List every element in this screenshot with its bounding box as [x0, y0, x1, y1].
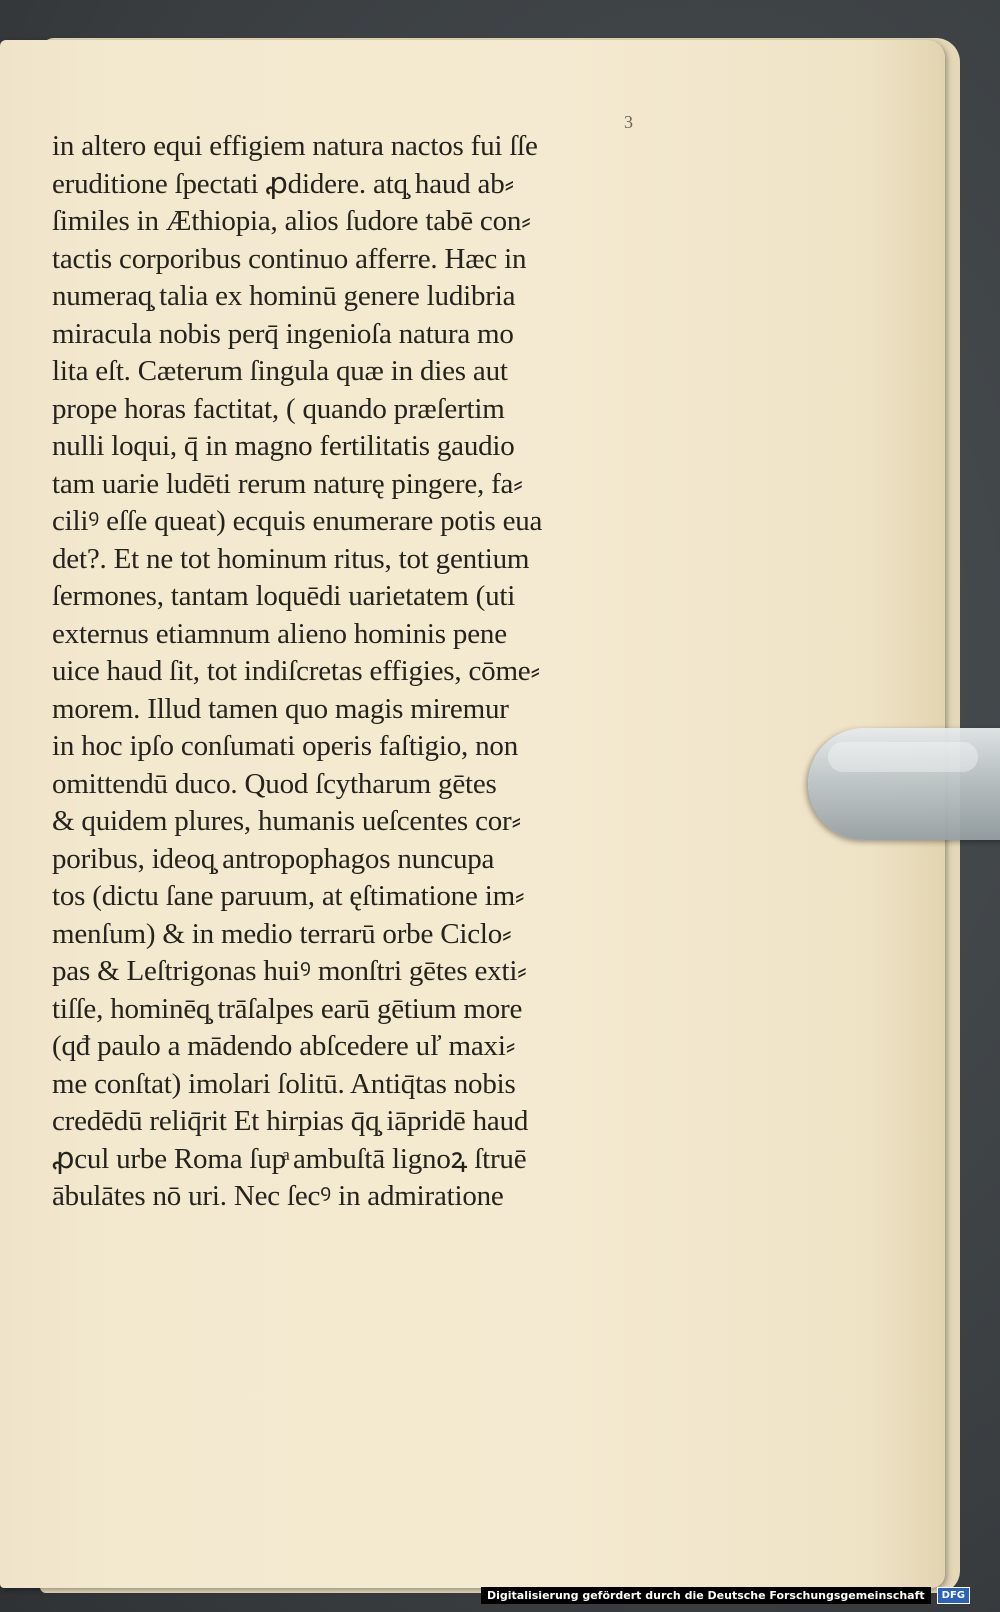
text-line: tiſſe, hominēq̧ trāſalpes earū gētium more: [52, 992, 523, 1025]
page-text: [52, 128, 672, 1216]
text-line: numeraq̧ talia ex hominū genere ludibria: [52, 280, 516, 312]
text-line: credēdū reliq̄rit Et hirpias q̄q̧ iāpridē haud: [52, 1105, 529, 1137]
text-line: externus etiamnum alieno hominis pene: [52, 617, 507, 650]
credit-text: Digitalisierung gefördert durch die Deutsche Forschungsgemeinschaft: [481, 1587, 931, 1604]
text-line: me conſtat) imolari ſolitū. Antiq̄tas nobis: [52, 1067, 516, 1100]
text-line: ꝓcul urbe Roma ſupͣ ambuſtā lignoꝝ ſtruē: [52, 1142, 527, 1175]
dfg-logo: DFG: [937, 1587, 970, 1604]
text-line: ābulātes nō uri. Nec ſecꝰ in admiratione: [52, 1180, 504, 1212]
text-line: (qđ paulo a mādendo abſcedere uľ maxi⸗: [52, 1030, 516, 1062]
text-line: tam uarie ludēti rerum naturę pingere, fa⸗: [52, 467, 523, 500]
text-line: nulli loqui, q̄ in magno fertilitatis gaudio: [52, 430, 515, 462]
text-line: det?. Et ne tot hominum ritus, tot gentium: [52, 542, 530, 575]
text-line: ciliꝰ eſſe queat) ecquis enumerare potis eua: [52, 505, 543, 537]
text-line: omittendū duco. Quod ſcytharum gētes: [52, 767, 497, 800]
text-line: uice haud ſit, tot indiſcretas effigies, cōme⸗: [52, 655, 540, 687]
folio-mark: 3: [624, 112, 633, 132]
text-line: & quidem plures, humanis ueſcentes cor⸗: [52, 805, 521, 837]
text-line: poribus, ideoq̧ antropophagos nuncupa: [52, 842, 495, 875]
text-line: pas & Leſtrigonas huiꝰ monſtri gētes exti⸗: [52, 955, 527, 987]
page-clip: [808, 728, 1000, 840]
text-line: lita eſt. Cæterum ſingula quæ in dies aut: [52, 355, 508, 387]
clip-highlight: [828, 742, 978, 772]
text-line: ſimiles in Æthiopia, alios ſudore tabē con⸗: [52, 205, 531, 237]
text-line: ſermones, tantam loquēdi uarietatem (uti: [52, 580, 516, 612]
text-line: eruditione ſpectati ꝓdidere. atq̧ haud ab⸗: [52, 167, 514, 200]
text-line: in altero equi effigiem natura nactos fui ſſe: [52, 130, 538, 162]
text-line: prope horas factitat, ( quando præſertim: [52, 392, 505, 425]
digitization-credit: [481, 1584, 970, 1606]
text-line: tos (dictu ſane paruum, at ęſtimatione im⸗: [52, 880, 525, 912]
text-line: miracula nobis perq̄ ingenioſa natura mo: [52, 317, 514, 350]
text-line: menſum) & in medio terrarū orbe Ciclo⸗: [52, 917, 512, 950]
text-line: tactis corporibus continuo afferre. Hæc in: [52, 242, 527, 275]
text-line: morem. Illud tamen quo magis miremur: [52, 692, 509, 725]
text-line: in hoc ipſo conſumati operis faſtigio, non: [52, 730, 518, 762]
